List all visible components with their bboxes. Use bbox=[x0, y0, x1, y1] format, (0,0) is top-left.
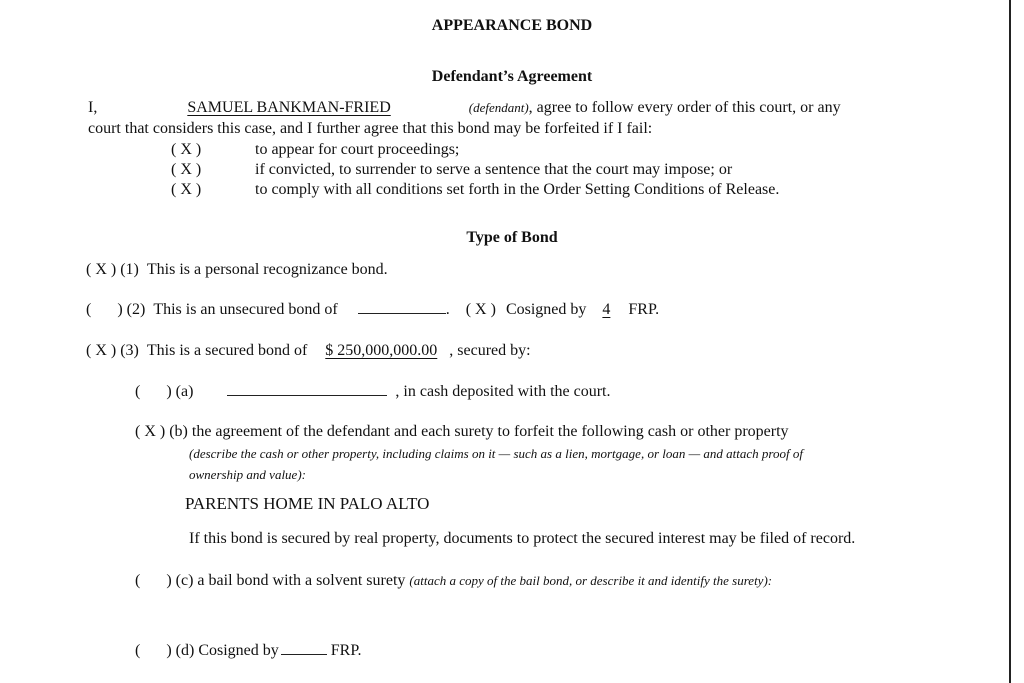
bond-option-3c bbox=[135, 572, 772, 590]
condition-text: to appear for court proceedings; bbox=[255, 141, 460, 158]
pledged-property: PARENTS HOME IN PALO ALTO bbox=[185, 494, 430, 513]
bond-3c-open-paren: ( bbox=[135, 572, 141, 589]
bond-3c-letter: (c) bbox=[175, 572, 194, 589]
secured-amount-field bbox=[325, 342, 449, 359]
bond-3d-close-paren: ) bbox=[166, 642, 172, 659]
bond-3a-close-paren: ) bbox=[166, 383, 172, 400]
intro-prefix: I, bbox=[88, 99, 98, 116]
cosign-unit: FRP. bbox=[628, 301, 660, 318]
bond-option-3b bbox=[135, 423, 789, 441]
type-of-bond-heading: Type of Bond bbox=[466, 229, 558, 246]
cosign-checkmark: ( X ) bbox=[465, 301, 496, 318]
bond-3b-hint-line-1: (describe the cash or other property, including claims on it — such as a lien, mortgage, or loan — and attach proof of bbox=[189, 446, 803, 461]
bond-3b-text: the agreement of the defendant and each surety to forfeit the following cash or other property bbox=[191, 423, 789, 440]
bond-option-1 bbox=[86, 261, 388, 279]
bond-2-open-paren: ( bbox=[86, 301, 92, 318]
bond-3c-text: a bail bond with a solvent surety bbox=[197, 572, 406, 589]
bond-3d-letter: (d) bbox=[175, 642, 195, 659]
intro-line-1-rest: , agree to follow every order of this court, or any bbox=[528, 99, 841, 116]
condition-text: if convicted, to surrender to serve a sentence that the court may impose; or bbox=[255, 161, 733, 178]
bond-2-period: . bbox=[445, 301, 450, 318]
cosign-count: 4 bbox=[602, 301, 611, 318]
bond-3b-checkmark: ( X ) bbox=[135, 423, 166, 440]
bond-3d-unit: FRP. bbox=[330, 642, 362, 659]
agreement-heading: Defendant’s Agreement bbox=[431, 68, 593, 85]
bond-option-3a bbox=[135, 383, 610, 401]
intro-line-2: court that considers this case, and I further agree that this bond may be forfeited if I fail: bbox=[88, 120, 653, 137]
unsecured-amount-blank bbox=[358, 313, 446, 314]
bond-1-checkmark: ( X ) bbox=[86, 261, 117, 278]
bond-3a-text: , in cash deposited with the court. bbox=[395, 383, 611, 400]
bond-2-text: This is an unsecured bond of bbox=[153, 301, 338, 318]
real-property-note: If this bond is secured by real property, documents to protect the secured interest may be filed of record. bbox=[189, 530, 856, 547]
cash-amount-blank bbox=[227, 395, 387, 396]
intro-line-1 bbox=[88, 99, 841, 117]
bond-option-2 bbox=[86, 301, 659, 319]
bond-option-3d bbox=[135, 642, 361, 660]
condition-item bbox=[171, 181, 779, 199]
condition-item bbox=[171, 141, 459, 159]
bond-3-text: This is a secured bond of bbox=[146, 342, 308, 359]
bond-1-number: (1) bbox=[120, 261, 139, 278]
bond-3b-hint-line-2: ownership and value): bbox=[189, 467, 306, 482]
document-title: APPEARANCE BOND bbox=[431, 17, 593, 34]
cosign-count-blank bbox=[281, 654, 327, 655]
condition-checkmark: ( X ) bbox=[171, 181, 202, 198]
bond-1-text: This is a personal recognizance bond. bbox=[146, 261, 388, 278]
bond-3-number: (3) bbox=[120, 342, 139, 359]
bond-3a-open-paren: ( bbox=[135, 383, 141, 400]
defendant-name: SAMUEL BANKMAN-FRIED bbox=[187, 99, 391, 116]
page-edge-rule bbox=[1009, 0, 1011, 683]
bond-3-checkmark: ( X ) bbox=[86, 342, 117, 359]
bond-3b-letter: (b) bbox=[169, 423, 188, 440]
bond-3a-letter: (a) bbox=[175, 383, 194, 400]
bond-option-3 bbox=[86, 342, 531, 360]
condition-item bbox=[171, 161, 732, 179]
defendant-name-field bbox=[123, 99, 464, 116]
bond-3c-close-paren: ) bbox=[166, 572, 172, 589]
secured-by-text: , secured by: bbox=[449, 342, 531, 359]
condition-text: to comply with all conditions set forth in the Order Setting Conditions of Release. bbox=[255, 181, 780, 198]
condition-checkmark: ( X ) bbox=[171, 161, 202, 178]
defendant-hint: (defendant) bbox=[468, 100, 529, 115]
cosign-count-field bbox=[586, 301, 624, 318]
bond-3c-hint: (attach a copy of the bail bond, or describe it and identify the surety): bbox=[409, 573, 773, 588]
bond-2-close-paren: ) bbox=[117, 301, 123, 318]
bond-3d-open-paren: ( bbox=[135, 642, 141, 659]
cosign-text: Cosigned by bbox=[505, 301, 587, 318]
secured-amount: $ 250,000,000.00 bbox=[325, 342, 438, 359]
condition-checkmark: ( X ) bbox=[171, 141, 202, 158]
bond-3d-text: Cosigned by bbox=[198, 642, 279, 659]
bond-2-number: (2) bbox=[126, 301, 146, 318]
